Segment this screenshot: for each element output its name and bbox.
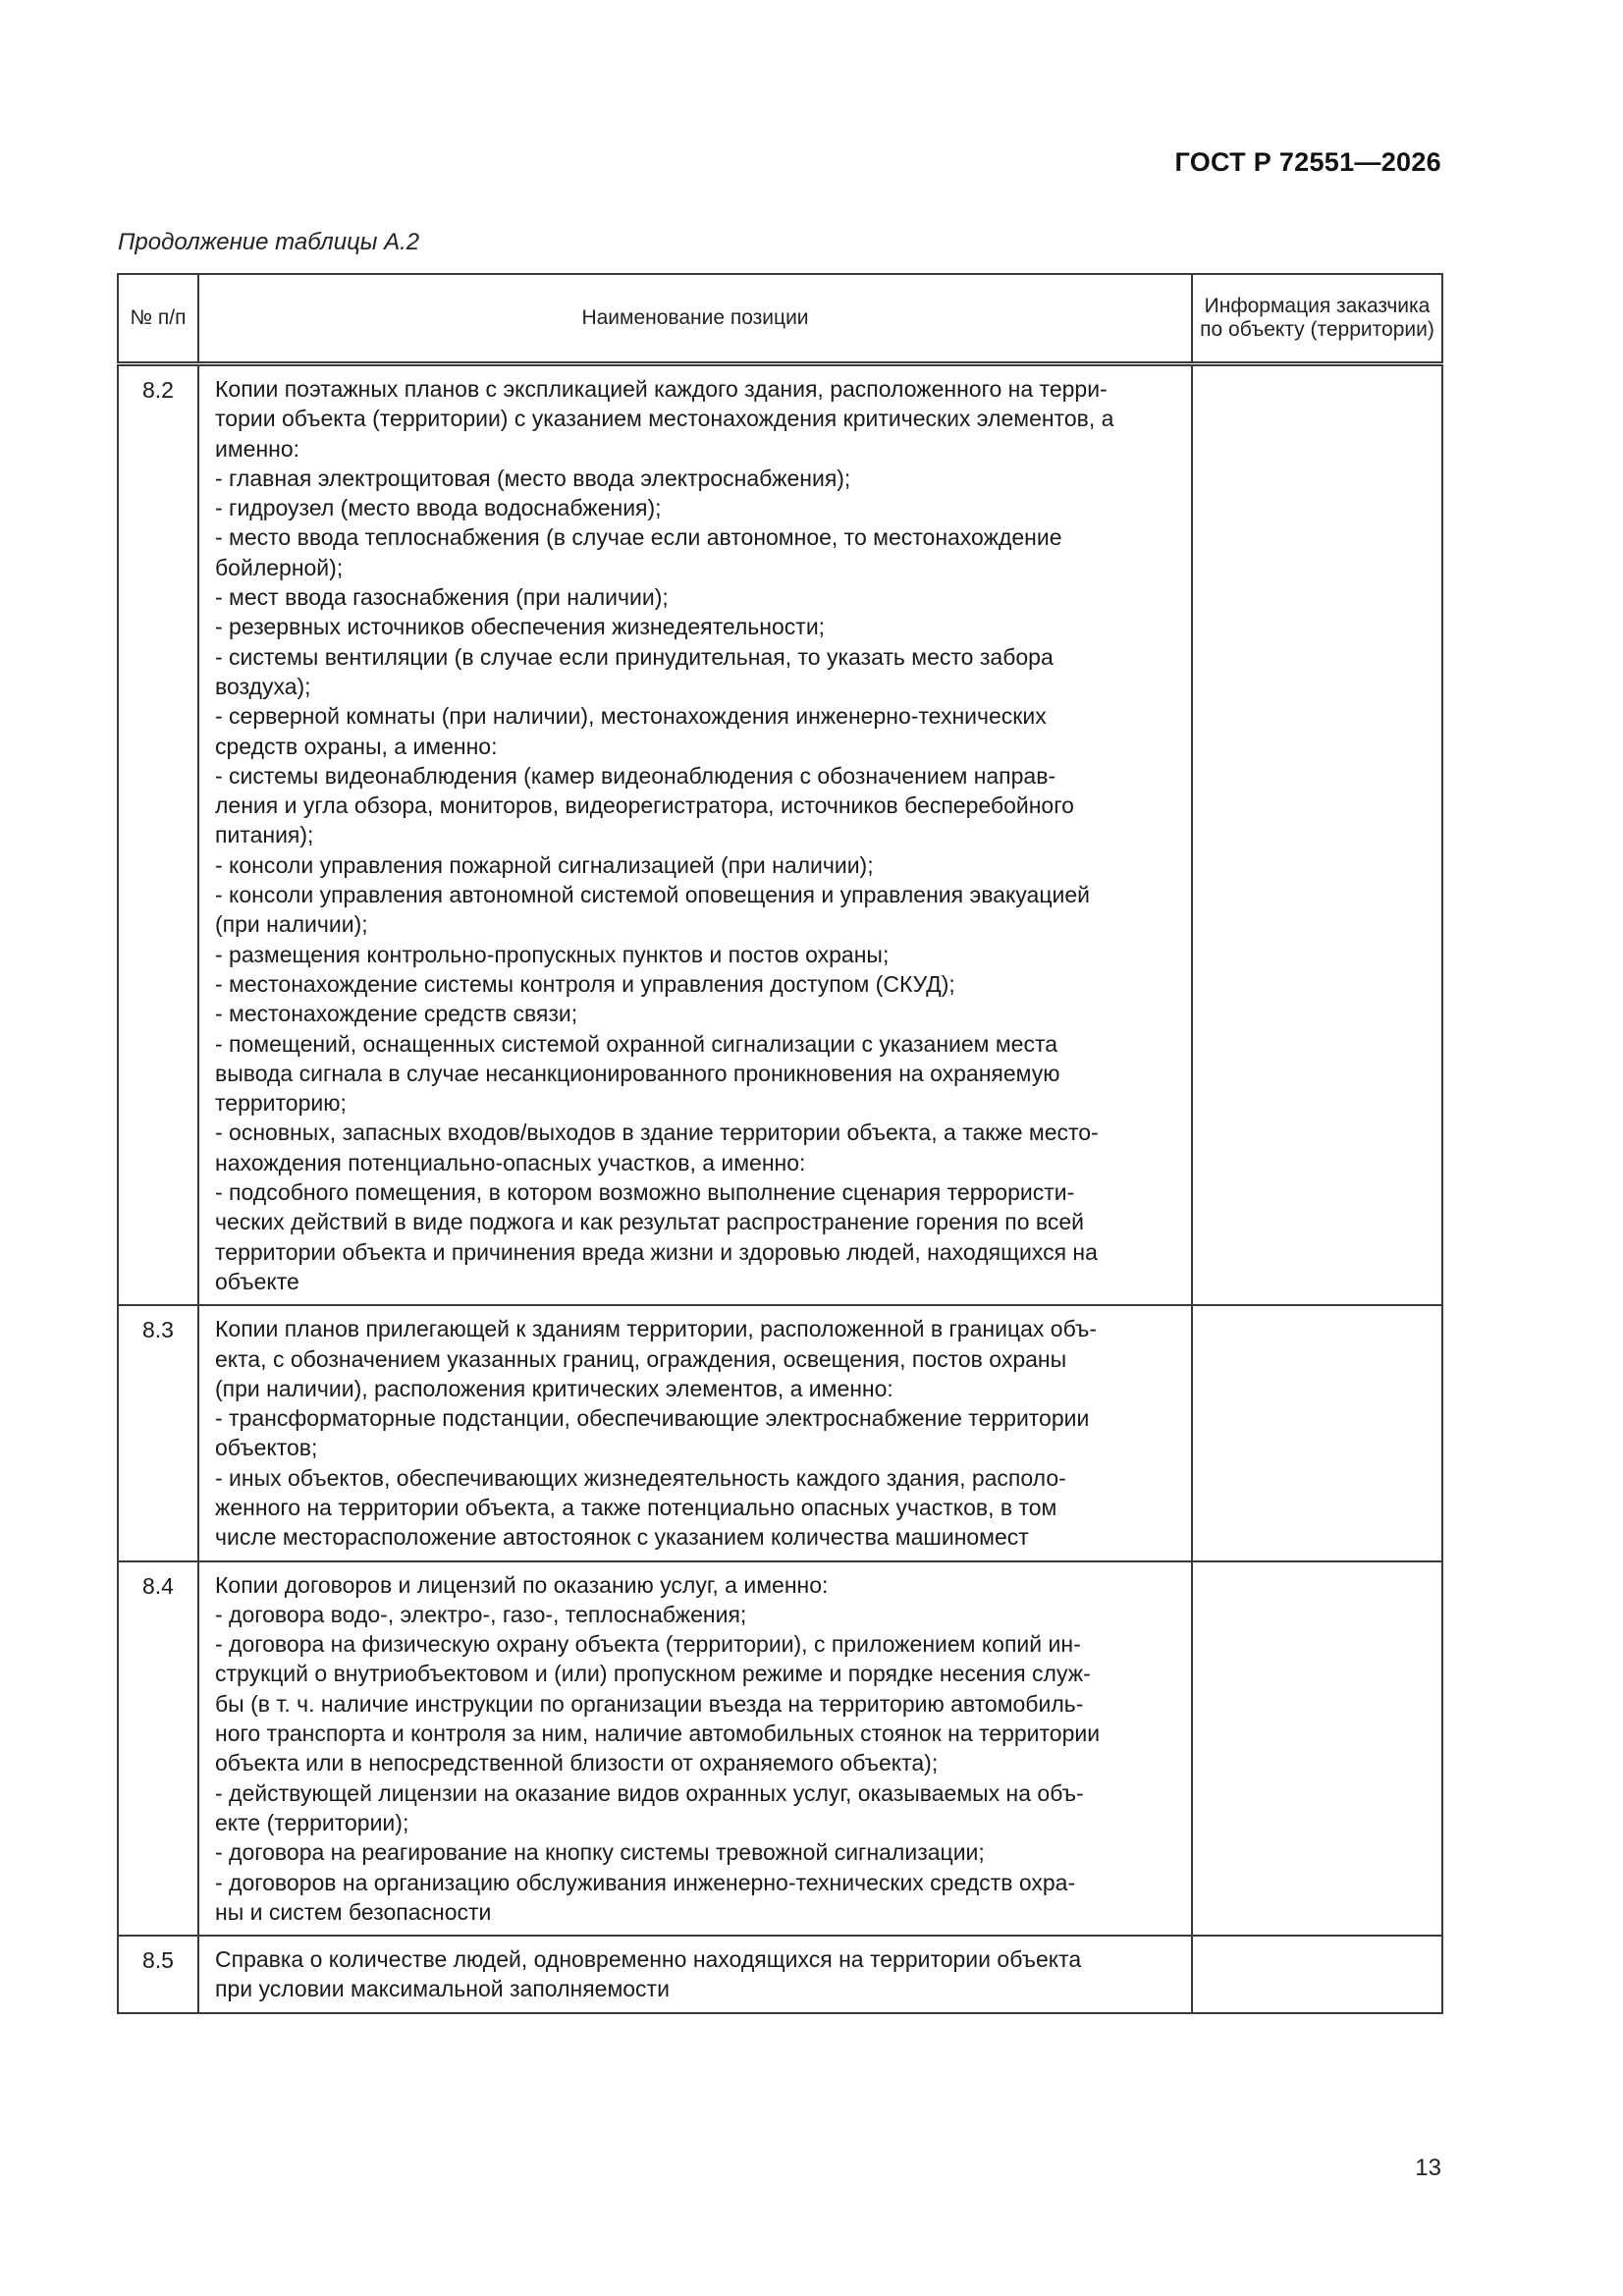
table-row: [118, 1561, 1442, 1937]
content-line: Копии договоров и лицензий по оказанию услуг, а именно:: [215, 1571, 829, 1598]
content-line: - консоли управления пожарной сигнализацией (при наличии);: [215, 851, 874, 878]
content-line: струкций о внутриобъектовом и (или) пропускном режиме и порядке несения служ-: [215, 1661, 1091, 1687]
content-line: - иных объектов, обеспечивающих жизнедеятельность каждого здания, располо-: [215, 1464, 1066, 1491]
content-line: (при наличии);: [215, 911, 368, 938]
content-line: - договора на реагирование на кнопку системы тревожной сигнализации;: [215, 1839, 985, 1866]
row-number: 8.4: [118, 1561, 198, 1937]
content-line: нахождения потенциально-опасных участков, а именно:: [215, 1149, 806, 1175]
content-line: ческих действий в виде поджога и как результат распространение горения по всей: [215, 1209, 1085, 1235]
customer-info-cell: [1192, 1305, 1442, 1560]
content-line: - системы вентиляции (в случае если принудительная, то указать место забора: [215, 643, 1054, 670]
row-content: [198, 1936, 1192, 2013]
customer-info-cell: [1192, 1936, 1442, 2013]
requirements-table: [117, 273, 1443, 2014]
row-content: [198, 1305, 1192, 1560]
content-line: - размещения контрольно-пропускных пунктов и постов охраны;: [215, 941, 890, 967]
content-line: - основных, запасных входов/выходов в здание территории объекта, а также место-: [215, 1120, 1099, 1146]
content-line: - резервных источников обеспечения жизнедеятельности;: [215, 614, 826, 640]
content-line: - помещений, оснащенных системой охранной сигнализации с указанием места: [215, 1030, 1058, 1057]
row-content: [198, 364, 1192, 1306]
content-line: территории объекта и причинения вреда жизни и здоровью людей, находящихся на: [215, 1238, 1098, 1265]
content-line: территорию;: [215, 1090, 347, 1117]
header-num: № п/п: [118, 274, 198, 364]
content-line: екте (территории);: [215, 1809, 409, 1835]
content-line: - системы видеонаблюдения (камер видеонаблюдения с обозначением направ-: [215, 762, 1056, 789]
content-line: ного транспорта и контроля за ним, наличие автомобильных стоянок на территории: [215, 1721, 1101, 1747]
content-line: числе месторасположение автостоянок с указанием количества машиномест: [215, 1524, 1029, 1551]
content-line: - договора на физическую охрану объекта (территории), с приложением копий ин-: [215, 1631, 1081, 1658]
content-line: Копии планов прилегающей к зданиям территории, расположенной в границах объ-: [215, 1316, 1098, 1342]
content-line: Справка о количестве людей, одновременно находящихся на территории объекта: [215, 1946, 1082, 1973]
customer-info-cell: [1192, 1561, 1442, 1937]
content-line: женного на территории объекта, а также потенциально опасных участков, в том: [215, 1494, 1057, 1520]
content-line: - главная электрощитовая (место ввода электроснабжения);: [215, 465, 851, 491]
row-number: 8.3: [118, 1305, 198, 1560]
content-line: екта, с обозначением указанных границ, ограждения, освещения, постов охраны: [215, 1345, 1067, 1372]
content-line: - гидроузел (место ввода водоснабжения);: [215, 495, 662, 521]
row-number: 8.2: [118, 364, 198, 1306]
header-name: Наименование позиции: [198, 274, 1192, 364]
content-line: бойлерной);: [215, 554, 344, 580]
content-line: - место ввода теплоснабжения (в случае если автономное, то местонахождение: [215, 524, 1062, 551]
content-line: объекте: [215, 1268, 299, 1294]
table-body: [118, 364, 1442, 2013]
table-header-row: [118, 274, 1442, 364]
content-line: именно:: [215, 435, 300, 462]
table-caption: Продолжение таблицы А.2: [118, 229, 420, 255]
content-line: бы (в т. ч. наличие инструкции по организации въезда на территорию автомобиль-: [215, 1690, 1084, 1717]
row-content: [198, 1561, 1192, 1937]
content-line: вывода сигнала в случае несанкционированного проникновения на охраняемую: [215, 1060, 1060, 1086]
content-line: питания);: [215, 822, 314, 848]
content-line: - трансформаторные подстанции, обеспечивающие электроснабжение территории: [215, 1405, 1090, 1432]
content-line: - консоли управления автономной системой оповещения и управления эвакуацией: [215, 882, 1090, 908]
content-line: объекта или в непосредственной близости от охраняемого объекта);: [215, 1750, 939, 1777]
content-line: Копии поэтажных планов с экспликацией каждого здания, расположенного на терри-: [215, 376, 1108, 402]
content-line: ны и систем безопасности: [215, 1898, 492, 1925]
content-line: объектов;: [215, 1435, 318, 1461]
content-line: - подсобного помещения, в котором возможно выполнение сценария террористи-: [215, 1179, 1075, 1206]
content-line: (при наличии), расположения критических элементов, а именно:: [215, 1375, 893, 1401]
content-line: средств охраны, а именно:: [215, 733, 498, 759]
content-line: - серверной комнаты (при наличии), местонахождения инженерно-технических: [215, 703, 1047, 730]
table-row: [118, 1305, 1442, 1560]
table-row: [118, 1936, 1442, 2013]
content-line: - мест ввода газоснабжения (при наличии);: [215, 584, 669, 611]
content-line: - действующей лицензии на оказание видов охранных услуг, оказываемых на объ-: [215, 1779, 1084, 1806]
customer-info-cell: [1192, 364, 1442, 1306]
page-number: 13: [1415, 2155, 1441, 2181]
row-number: 8.5: [118, 1936, 198, 2013]
document-code: ГОСТ Р 72551—2026: [1174, 147, 1441, 177]
header-info: Информация заказчика по объекту (территории): [1192, 274, 1442, 364]
content-line: воздуха);: [215, 673, 311, 699]
content-line: - местонахождение системы контроля и управления доступом (СКУД);: [215, 970, 955, 997]
content-line: тории объекта (территории) с указанием местонахождения критических элементов, а: [215, 406, 1114, 432]
table-row: [118, 364, 1442, 1306]
content-line: - договора водо-, электро-, газо-, теплоснабжения;: [215, 1601, 747, 1627]
content-line: ления и угла обзора, мониторов, видеорегистратора, источников бесперебойного: [215, 793, 1074, 819]
content-line: при условии максимальной заполняемости: [215, 1976, 670, 2002]
content-line: - договоров на организацию обслуживания инженерно-технических средств охра-: [215, 1869, 1076, 1895]
content-line: - местонахождение средств связи;: [215, 1001, 578, 1027]
